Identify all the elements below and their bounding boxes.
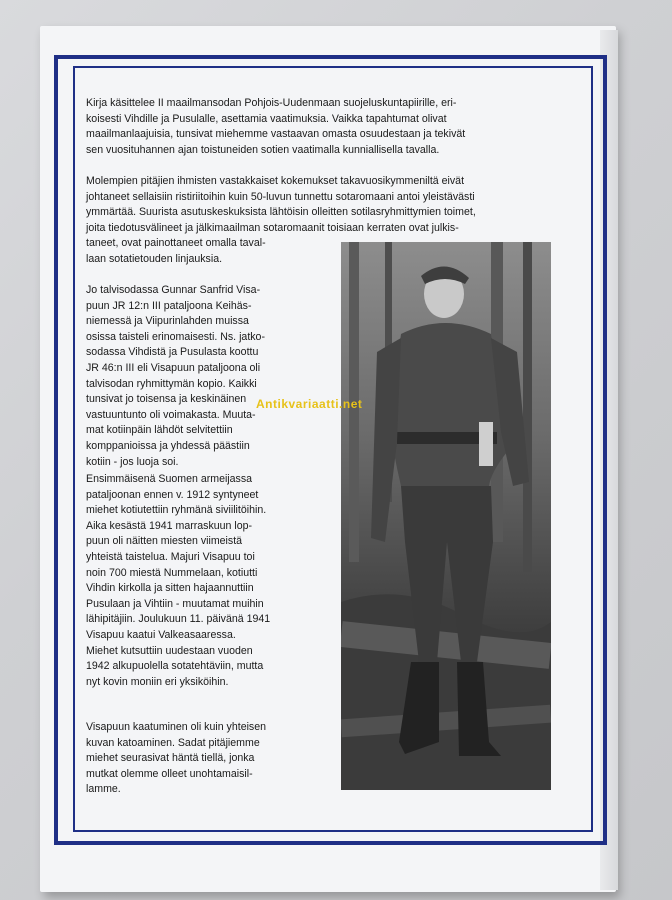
- watermark-text: Antikvariaatti.net: [256, 397, 363, 411]
- text-line: mat kotiinpäin lähdöt selvitettiin: [86, 424, 233, 437]
- text-line: kuvan katoaminen. Sadat pitäjiemme: [86, 736, 260, 749]
- soldier-photo-art: [341, 242, 551, 790]
- text-line: yhteistä taistelua. Majuri Visapuu toi: [86, 550, 255, 563]
- text-line: Jo talvisodassa Gunnar Sanfrid Visa-: [86, 284, 261, 296]
- text-line: kotiin - jos luoja soi.: [86, 455, 179, 468]
- text-line: Pusulaan ja Vihtiin - muutamat muihin: [86, 597, 264, 610]
- text-line: mutkat olemme olleet unohtamaisil-: [86, 767, 253, 780]
- paragraph-3: [86, 283, 330, 470]
- text-line: lähipitäjiin. Joulukuun 11. päivänä 1941: [86, 613, 271, 626]
- text-line: Aika kesästä 1941 marraskuun lop-: [86, 519, 253, 532]
- text-line: lamme.: [86, 783, 121, 796]
- text-line: taneet, ovat painottaneet omalla taval-: [86, 237, 266, 250]
- text-line: Miehet kutsuttiin uudestaan vuoden: [86, 644, 253, 657]
- text-line: nyt kovin moniin eri yksiköihin.: [86, 675, 229, 688]
- text-line: johtaneet sellaisiin ristiriitoihin kuin 50-luvun tunnettu sotaromaani antoi yleistävästi: [86, 190, 475, 203]
- soldier-photo: [341, 242, 551, 790]
- text-line: pataljoonan ennen v. 1912 syntyneet: [86, 488, 259, 501]
- text-line: komppanioissa ja yhdessä päästiin: [86, 439, 250, 452]
- text-line: niemessä ja Viipurinlahden muissa: [86, 315, 249, 328]
- text-line: 1942 alkupuolella sotatehtäviin, mutta: [86, 660, 264, 673]
- text-line: Kirja käsittelee II maailmansodan Pohjois-Uudenmaan suojeluskuntapiirille, eri-: [86, 97, 457, 109]
- text-line: puun oli näitten miesten viimeistä: [86, 535, 243, 548]
- text-line: Molempien pitäjien ihmisten vastakkaiset kokemukset takavuosikymmeniltä eivät: [86, 175, 465, 187]
- text-line: sodassa Vihdistä ja Pusulasta koottu: [86, 346, 259, 359]
- text-line: joita tiedotusvälineet ja jälkimaailman sotaromaanit toisiaan kerraten ovat julkis-: [86, 221, 459, 234]
- text-line: Visapuun kaatuminen oli kuin yhteisen: [86, 721, 267, 733]
- text-line: osissa taisteli erinomaisesti. Ns. jatko-: [86, 330, 265, 343]
- text-line: koisesti Vihdille ja Pusulalle, asettamia vaatimuksia. Vaikka tapahtumat olivat: [86, 112, 447, 125]
- text-line: puun JR 12:n III pataljoona Keihäs-: [86, 299, 252, 312]
- paragraph-5: [86, 720, 330, 798]
- text-line: Ensimmäisenä Suomen armeijassa: [86, 473, 253, 485]
- paragraph-4: [86, 472, 330, 690]
- paragraph-1: [86, 96, 584, 158]
- text-line: sen vuosituhannen ajan toistuneiden sotien vaatimalla kunniallisella tavalla.: [86, 143, 440, 156]
- text-line: maailmanlaajuisia, tunsivat miehemme vastaavan omasta osuudestaan ja tekivät: [86, 128, 466, 141]
- text-line: ymmärtää. Suurista asutuskeskuksista lähtöisin olleitten sotilasryhmittymien toimet,: [86, 206, 476, 219]
- text-line: Visapuu kaatui Valkeasaaressa.: [86, 628, 236, 641]
- text-line: vastuuntunto oli voimakasta. Muuta-: [86, 408, 256, 421]
- text-line: noin 700 miestä Nummelaan, kotiutti: [86, 566, 258, 579]
- text-line: JR 46:n III eli Visapuun pataljoona oli: [86, 361, 261, 374]
- text-line: miehet seurasivat häntä tiellä, jonka: [86, 752, 255, 765]
- text-line: talvisodan ryhmittymän kopio. Kaikki: [86, 377, 257, 390]
- text-line: miehet kotiutettiin ryhmänä siviilitöihin.: [86, 504, 267, 517]
- text-line: Vihdin kirkolla ja sitten hajaannuttiin: [86, 582, 254, 595]
- text-line: laan sotatietouden linjauksia.: [86, 252, 223, 265]
- text-line: tunsivat jo toisensa ja keskinäinen: [86, 393, 247, 406]
